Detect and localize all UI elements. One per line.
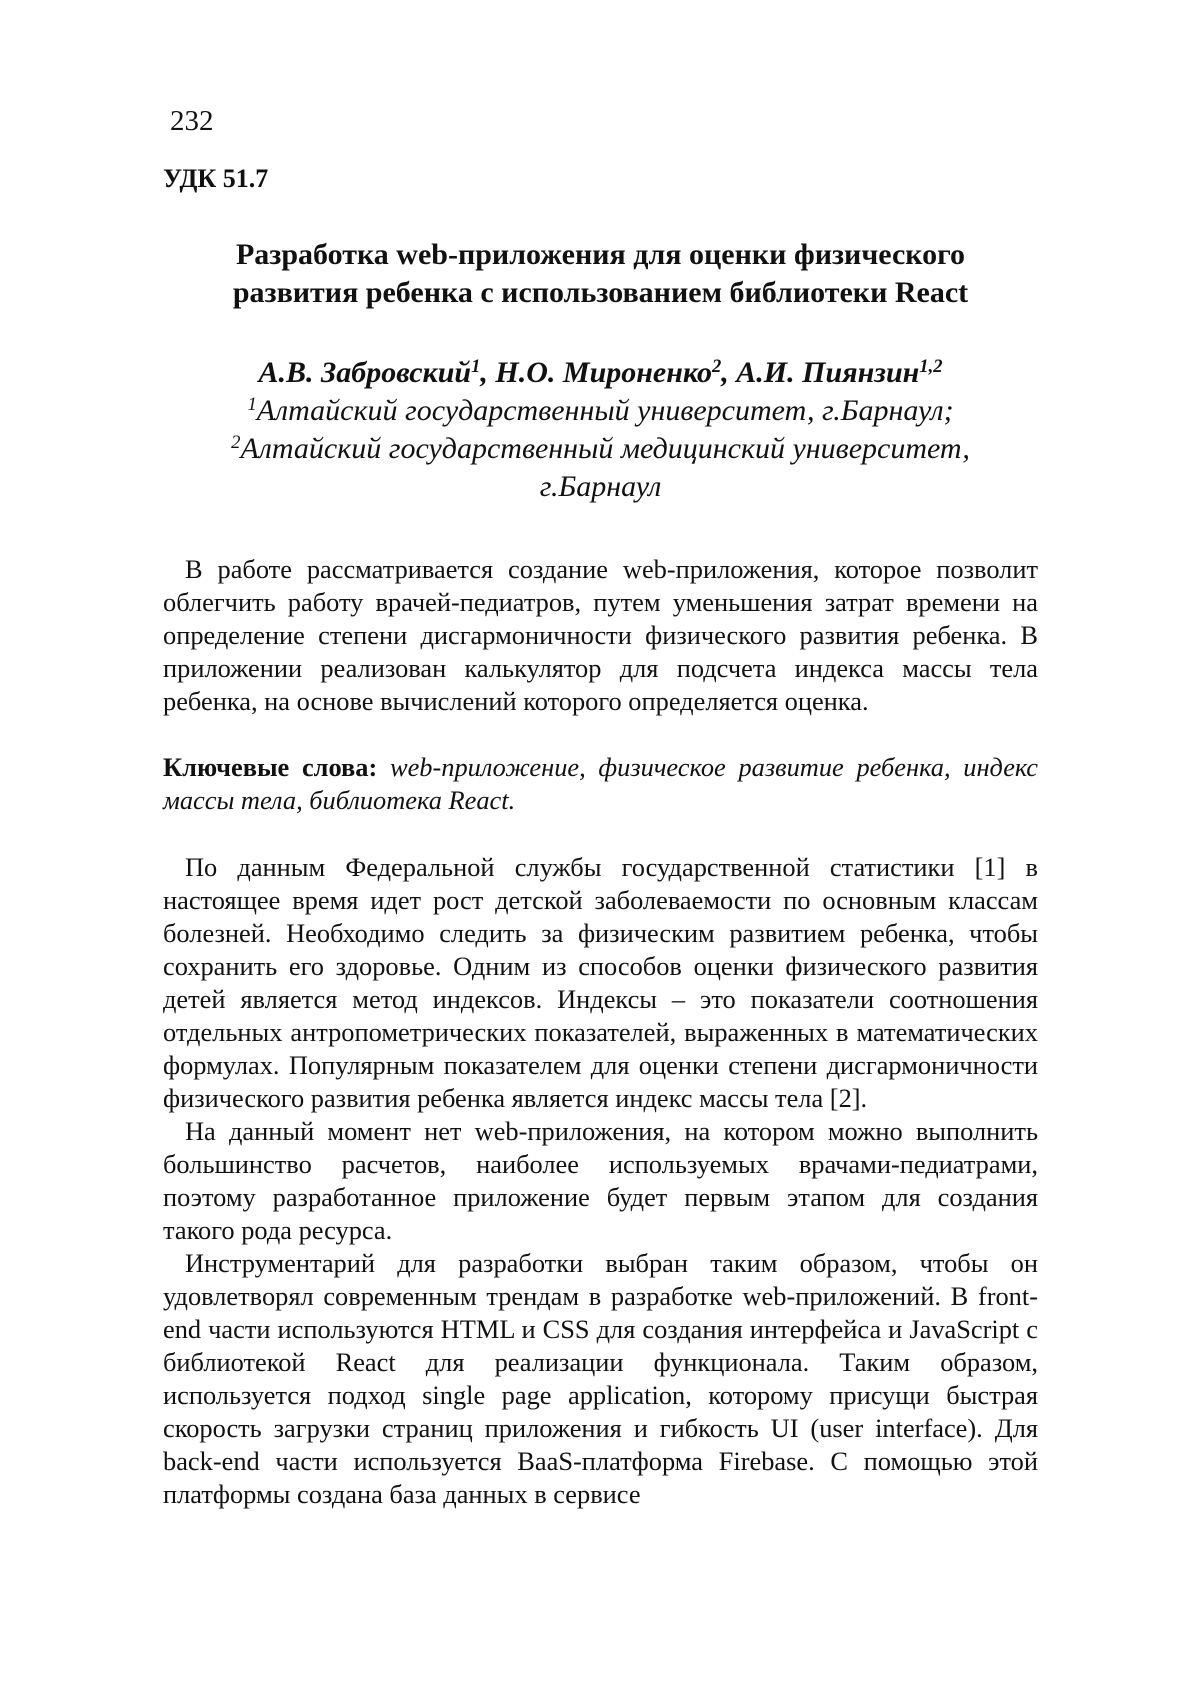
keywords: [163, 751, 1038, 817]
main-text: [163, 851, 1038, 1511]
author-affiliation-mark: 1,2: [919, 355, 943, 377]
affiliation: [163, 392, 1038, 430]
affiliation: [163, 430, 1038, 468]
author-separator: ,: [480, 356, 496, 389]
body-paragraph: По данным Федеральной службы государственной статистики [1] в настоящее время идет рост детской заболеваемости по основным классам болезней. Необходимо следить за физическим развитием ребенка, чтобы сохранить его здоровье. Одним из способов оценки физического развития детей является метод индексов. Индексы – это показатели соотношения отдельных антропометрических показателей, выраженных в математических формулах. Популярным показателем для оценки степени дисгармоничности физического развития ребенка является индекс массы тела [2].: [163, 852, 1038, 1113]
author-list: [163, 354, 1038, 392]
abstract: [163, 553, 1038, 718]
affiliation: [163, 468, 1038, 506]
author-affiliation-mark: 2: [711, 355, 722, 377]
affiliation-text: г.Барнаул: [539, 470, 662, 503]
affiliation-list: [163, 392, 1038, 506]
article-title: [163, 236, 1038, 312]
author-name: Н.О. Мироненко: [495, 356, 712, 389]
body-paragraph: Инструментарий для разработки выбран таким образом, чтобы он удовлетворял современным трендам в разработке web-приложений. В front-end части используются HTML и CSS для создания интерфейса и JavaScript с библиотекой React для реализации функционала. Таким образом, используется подход single page application, которому присущи быстрая скорость загрузки страниц приложения и гибкость UI (user interface). Для back-end части используется BaaS-платформа Firebase. С помощью этой платформы создана база данных в сервисе: [163, 1248, 1038, 1509]
affiliation-text: Алтайский государственный медицинский университет,: [240, 432, 970, 465]
page-number: 232: [170, 105, 214, 137]
affiliation-mark: 1: [247, 393, 257, 415]
keywords-label: Ключевые слова:: [163, 752, 378, 782]
title-line: Разработка web-приложения для оценки физического: [235, 238, 966, 271]
author-separator: ,: [721, 356, 737, 389]
title-line: развития ребенка с использованием библиотеки React: [232, 276, 969, 309]
affiliation-mark: 2: [231, 431, 241, 453]
author-affiliation-mark: 1: [471, 355, 481, 377]
udc-code: УДК 51.7: [163, 164, 269, 193]
body-paragraph: На данный момент нет web-приложения, на котором можно выполнить большинство расчетов, наиболее используемых врачами-педиатрами, поэтому разработанное приложение будет первым этапом для создания такого рода ресурса.: [163, 1116, 1038, 1245]
affiliation-text: Алтайский государственный университет, г.Барнаул;: [256, 394, 954, 427]
author-name: А.И. Пиянзин: [736, 356, 920, 389]
author-name: А.В. Забровский: [258, 356, 472, 389]
keywords-text: web-приложение, физическое развитие ребенка, индекс массы тела, библиотека React.: [163, 752, 1038, 815]
abstract-paragraph: В работе рассматривается создание web-приложения, которое позволит облегчить работу врачей-педиатров, путем уменьшения затрат времени на определение степени дисгармоничности физического развития ребенка. В приложении реализован калькулятор для подсчета индекса массы тела ребенка, на основе вычислений которого определяется оценка.: [163, 554, 1038, 716]
